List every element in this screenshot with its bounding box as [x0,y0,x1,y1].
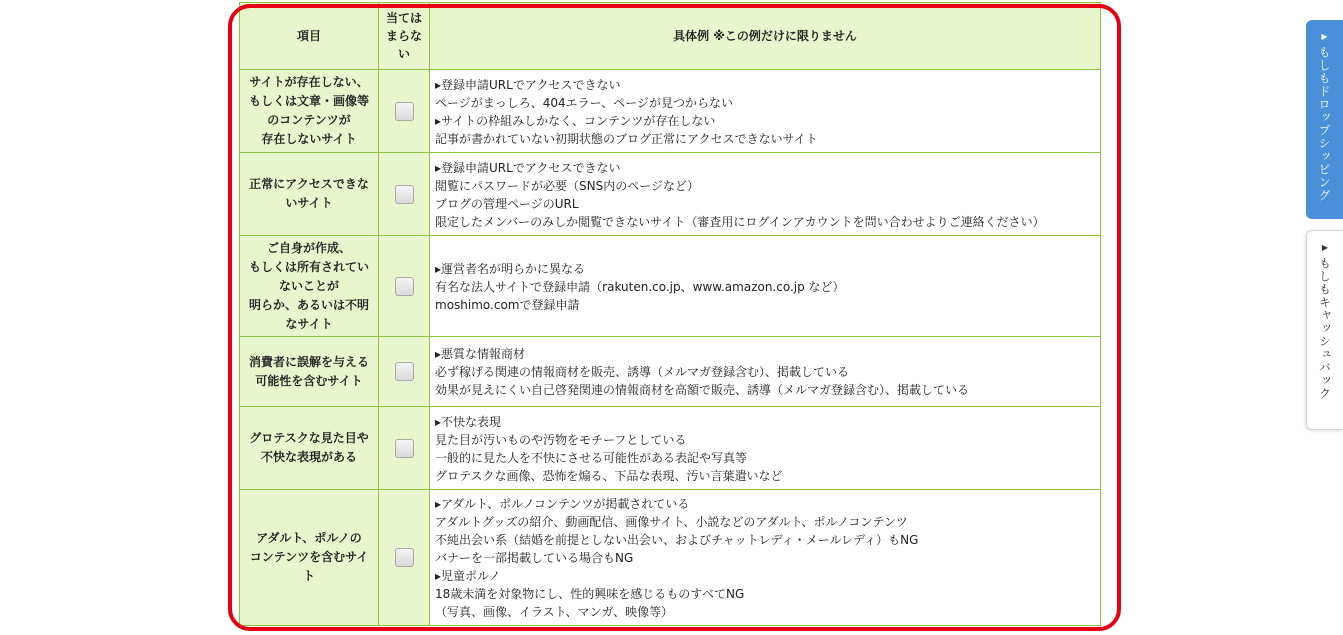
checkbox-cell [379,337,430,407]
header-examples: 具体例 ※この例だけに限りません [430,3,1101,70]
table-row [240,407,1101,490]
example-line: ▸児童ポルノ [435,569,501,583]
checkbox-cell [379,153,430,236]
example-line: 18歳未満を対象物にし、性的興味を感じるものすべてNG [435,587,745,601]
examples-cell [430,407,1101,490]
dropshipping-tab-label: もしもドロップシッピング [1317,46,1331,202]
not-applicable-checkbox[interactable] [395,439,414,458]
example-line: ▸登録申請URLでアクセスできない [435,160,621,175]
example-line: ▸運営者名が明らかに異なる [435,261,586,276]
example-line: ページがまっしろ、404エラー、ページが見つからない [435,95,733,110]
table-row [240,236,1101,337]
item-line: なサイト [285,316,333,331]
item-cell [240,236,379,337]
not-applicable-checkbox[interactable] [395,362,414,381]
item-cell [240,153,379,236]
item-line: のコンテンツが [267,113,351,127]
example-line: 有名な法人サイトで登録申請（rakuten.co.jp、www.amazon.co.jp など） [435,279,845,294]
example-line: グロテスクな画像、恐怖を煽る、下品な表現、汚い言葉遣いなど [435,468,783,483]
example-line: ▸登録申請URLでアクセスできない [435,77,621,92]
example-line: 不純出会い系（結婚を前提としない出会い、およびチャットレディ・メールレディ）もNG [435,533,919,547]
checkbox-cell [379,236,430,337]
item-line: 可能性を含むサイト [255,373,363,388]
example-line: 一般的に見た人を不快にさせる可能性がある表記や写真等 [435,450,748,465]
table-row [240,70,1101,153]
example-line: 必ず稼げる関連の情報商材を販売、誘導（メルマガ登録含む）、掲載している [435,365,850,379]
table-row [240,490,1101,626]
item-cell [240,337,379,407]
item-line: グロテスクな見た目や [249,431,369,445]
examples-cell [430,70,1101,153]
example-line: ▸アダルト、ポルノコンテンツが掲載されている [435,497,690,511]
item-line: ト [302,569,315,583]
example-line: 限定したメンバーのみしか閲覧できないサイト（審査用にログインアカウントを問い合わせよりご連絡ください） [435,214,1045,229]
checkbox-cell [379,407,430,490]
item-cell [240,70,379,153]
table-row [240,337,1101,407]
not-applicable-checkbox[interactable] [395,185,414,204]
examples-cell [430,236,1101,337]
example-line: ▸悪質な情報商材 [435,347,526,361]
example-line: バナーを一部掲載している場合もNG [435,551,634,565]
dropshipping-side-tab[interactable] [1306,20,1343,219]
criteria-table [239,2,1101,626]
item-line: もしくは所有されてい [248,259,369,274]
example-line: （写真、画像、イラスト、マンガ、映像等） [435,605,674,619]
cashback-tab-label: もしもキャッシュバック [1317,257,1332,400]
cashback-side-tab[interactable] [1306,230,1343,430]
table-row [240,153,1101,236]
not-applicable-checkbox[interactable] [395,277,414,296]
item-line: 存在しないサイト [261,132,357,146]
not-applicable-checkbox[interactable] [395,102,414,121]
item-line: コンテンツを含むサイ [249,550,369,564]
example-line: 閲覧にパスワードが必要（SNS内のページなど） [435,178,699,193]
item-line: 正常にアクセスできな [249,177,369,191]
checkbox-cell [379,70,430,153]
item-line: いサイト [285,196,333,210]
header-not-applicable: 当てはまらない [379,3,430,70]
examples-cell [430,153,1101,236]
item-line: 消費者に誤解を与える [248,354,369,369]
triangle-right-icon: ▶ [1321,243,1329,252]
examples-cell [430,337,1101,407]
item-cell [240,407,379,490]
examples-cell [430,490,1101,626]
item-line: アダルト、ポルノの [256,531,362,545]
item-line: サイトが存在しない、 [249,75,369,89]
table-header-row [240,3,1101,70]
criteria-table-container [239,2,1100,626]
item-line: 明らか、あるいは不明 [248,297,369,312]
example-line: 記事が書かれていない初期状態のブログ正常にアクセスできないサイト [435,131,818,146]
example-line: ▸不快な表現 [435,414,502,429]
item-line: ご自身が作成、 [266,240,351,255]
header-item: 項目 [240,3,379,70]
triangle-right-icon: ▶ [1321,32,1328,41]
example-line: アダルトグッズの紹介、動画配信、画像サイト、小説などのアダルト、ポルノコンテンツ [435,515,908,529]
item-line: ないことが [278,278,339,293]
example-line: ▸サイトの枠組みしかなく、コンテンツが存在しない [435,113,716,128]
item-cell [240,490,379,626]
item-line: 不快な表現がある [260,450,357,464]
item-line: もしくは文章・画像等 [248,94,369,108]
not-applicable-checkbox[interactable] [395,548,414,567]
example-line: 効果が見えにくい自己啓発関連の情報商材を高額で販売、誘導（メルマガ登録含む）、掲載している [435,383,970,397]
example-line: moshimo.comで登録申請 [435,297,580,312]
checkbox-cell [379,490,430,626]
example-line: ブログの管理ページのURL [435,196,579,211]
example-line: 見た目が汚いものや汚物をモチーフとしている [435,432,687,447]
